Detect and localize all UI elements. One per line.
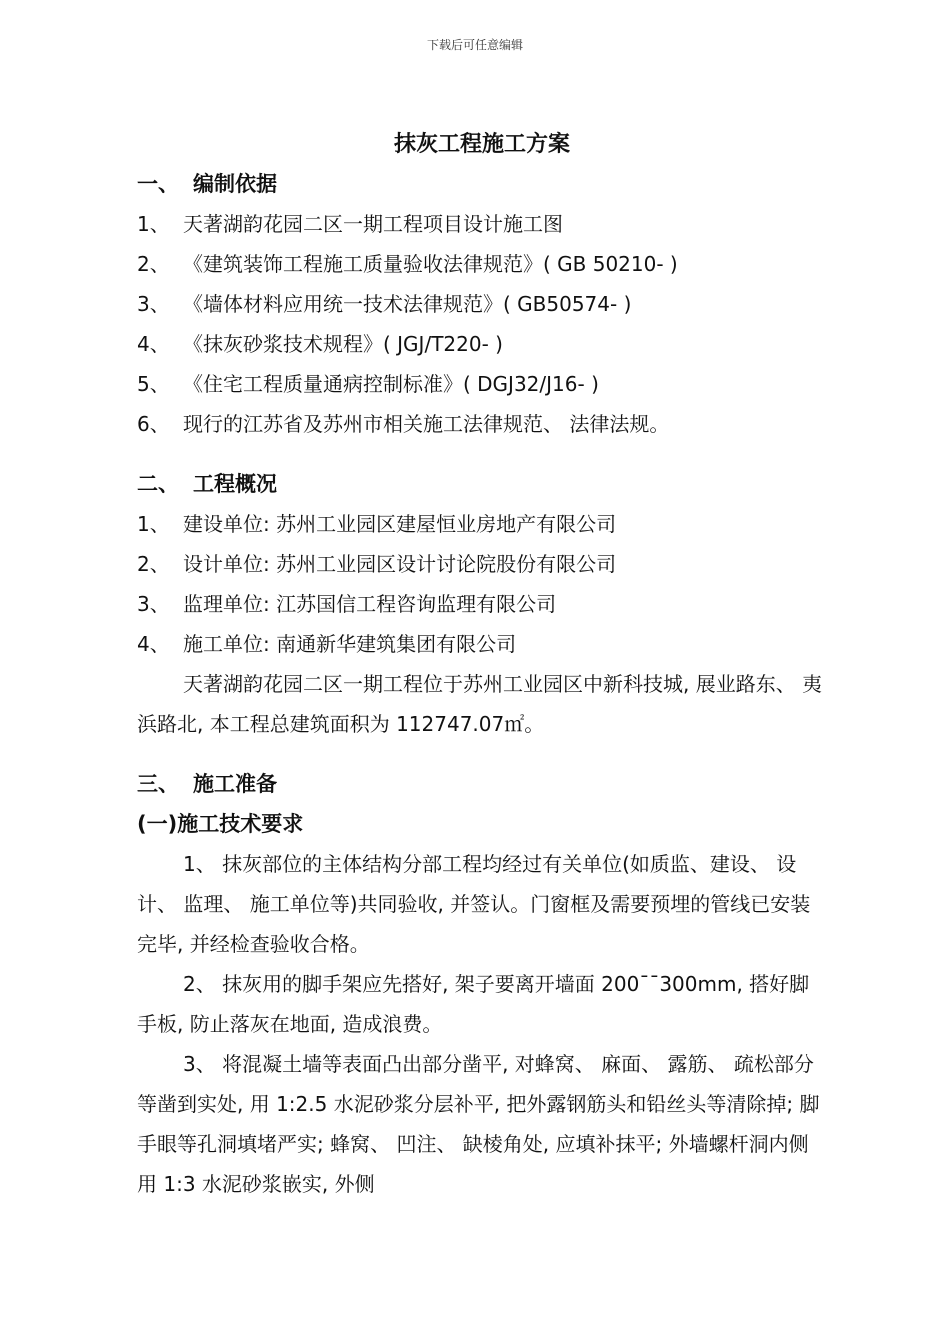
section-heading-preparation	[137, 764, 827, 804]
item-number: 6、	[137, 412, 170, 436]
list-item	[137, 504, 827, 544]
list-item	[137, 404, 827, 444]
item-text: 设计单位: 苏州工业园区设计讨论院股份有限公司	[183, 552, 617, 576]
list-item	[137, 244, 827, 284]
item-number: 5、	[137, 372, 170, 396]
item-number: 1、	[137, 512, 170, 536]
item-text: 《建筑装饰工程施工质量验收法律规范》( GB 50210- )	[183, 252, 678, 276]
item-text: 监理单位: 江苏国信工程咨询监理有限公司	[183, 592, 557, 616]
item-number: 3、	[137, 592, 170, 616]
list-item	[137, 204, 827, 244]
requirement-paragraph: 1、 抹灰部位的主体结构分部工程均经过有关单位(如质监、建设、 设计、 监理、 施工单位等)共同验收, 并签认。门窗框及需要预埋的管线已安装完毕, 并经检查验收合格。	[137, 852, 811, 956]
section-number: 一、	[137, 172, 179, 196]
section-number: 二、	[137, 472, 179, 496]
item-number: 2、	[137, 252, 170, 276]
item-text: 《墙体材料应用统一技术法律规范》( GB50574- )	[183, 292, 632, 316]
list-item	[137, 284, 827, 324]
section-title: 编制依据	[193, 172, 277, 196]
list-item	[137, 364, 827, 404]
basis-list	[137, 204, 827, 444]
list-item	[137, 584, 827, 624]
document-title: 抹灰工程施工方案	[393, 132, 570, 157]
subsection-heading: (一)施工技术要求	[137, 812, 304, 836]
document-page	[137, 126, 827, 1204]
item-text: 施工单位: 南通新华建筑集团有限公司	[183, 632, 517, 656]
list-item	[137, 324, 827, 364]
item-number: 3、	[137, 292, 170, 316]
header-note: 下载后可任意编辑	[426, 38, 523, 52]
section-heading-basis	[137, 164, 827, 204]
item-text: 现行的江苏省及苏州市相关施工法律规范、 法律法规。	[183, 412, 670, 436]
item-text: 《住宅工程质量通病控制标准》( DGJ32/J16- )	[183, 372, 599, 396]
overview-list	[137, 504, 827, 664]
list-item	[137, 544, 827, 584]
section-title: 施工准备	[193, 772, 277, 796]
list-item	[137, 624, 827, 664]
item-number: 2、	[137, 552, 170, 576]
item-number: 4、	[137, 632, 170, 656]
item-text: 天著湖韵花园二区一期工程项目设计施工图	[183, 212, 563, 236]
item-number: 4、	[137, 332, 170, 356]
item-text: 《抹灰砂浆技术规程》( JGJ/T220- )	[183, 332, 503, 356]
section-title: 工程概况	[193, 472, 277, 496]
requirement-paragraph: 2、 抹灰用的脚手架应先搭好, 架子要离开墙面 200¯¯300mm, 搭好脚手板, 防止落灰在地面, 造成浪费。	[137, 972, 810, 1036]
requirement-paragraph: 3、 将混凝土墙等表面凸出部分凿平, 对蜂窝、 麻面、 露筋、 疏松部分等凿到实处, 用 1:2.5 水泥砂浆分层补平, 把外露钢筋头和铅丝头等清除掉; 脚手眼等孔洞填堵严实; 蜂窝、 凹注、 缺棱角处, 应填补抹平; 外墙螺杆洞内侧用 1:3 水泥砂浆嵌实, 外侧	[137, 1052, 820, 1196]
item-text: 建设单位: 苏州工业园区建屋恒业房地产有限公司	[183, 512, 617, 536]
item-number: 1、	[137, 212, 170, 236]
section-heading-overview	[137, 464, 827, 504]
overview-paragraph: 天著湖韵花园二区一期工程位于苏州工业园区中新科技城, 展业路东、 夷浜路北, 本工程总建筑面积为 112747.07㎡。	[137, 672, 823, 736]
section-number: 三、	[137, 772, 179, 796]
